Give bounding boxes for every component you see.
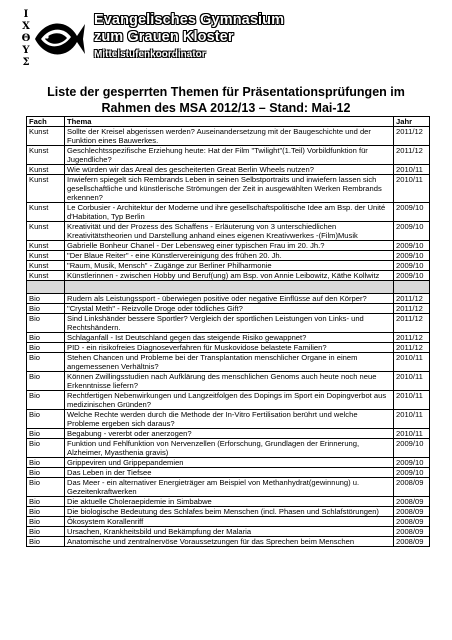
logo-letter: Χ: [22, 21, 30, 32]
table-row: [27, 241, 430, 251]
thema-cell: Rechtfertigen Nebenwirkungen und Langzeitfolgen des Dopings im Sport ein Dopingverbot aus medizinischen Gründen?: [65, 391, 394, 410]
column-header-fach: Fach: [27, 117, 65, 127]
thema-cell: Kreativität und der Prozess des Schaffens - Erläuterung von 3 unterschiedlichen Kreativitätstheorien und Darstellung anhand eines eigenen Kreativwerkes -(Film)Musik: [65, 222, 394, 241]
fach-cell: Bio: [27, 507, 65, 517]
thema-cell: "Crystal Meth" - Reizvolle Droge oder tödliches Gift?: [65, 304, 394, 314]
separator-cell: [27, 281, 65, 294]
school-name-line2: zum Grauen Kloster: [94, 29, 234, 45]
jahr-cell: 2009/10: [394, 439, 430, 458]
jahr-cell: 2010/11: [394, 410, 430, 429]
table-row: [27, 410, 430, 429]
jahr-cell: 2010/11: [394, 391, 430, 410]
table-row: [27, 333, 430, 343]
jahr-cell: 2011/12: [394, 127, 430, 146]
thema-cell: Grippeviren und Grippepandemien: [65, 458, 394, 468]
jahr-cell: 2009/10: [394, 468, 430, 478]
logo-letter: Υ: [22, 45, 30, 56]
thema-cell: Das Meer - ein alternativer Energieträger am Beispiel von Methanhydrat(gewinnung) u. Gezeitenkraftwerken: [65, 478, 394, 497]
table-body: [27, 127, 430, 547]
jahr-cell: 2010/11: [394, 429, 430, 439]
fach-cell: Bio: [27, 439, 65, 458]
thema-cell: Wie würden wir das Areal des gescheiterten Great Berlin Wheels nutzen?: [65, 165, 394, 175]
column-header-thema: Thema: [65, 117, 394, 127]
thema-cell: Künstlerinnen - zwischen Hobby und Beruf(ung) am Bsp. von Annie Leibowitz, Käthe Kollwitz: [65, 271, 394, 281]
table-separator-row: [27, 281, 430, 294]
ichthys-letters: [20, 10, 32, 68]
topics-table: [26, 116, 430, 547]
thema-cell: Ökosystem Korallenriff: [65, 517, 394, 527]
jahr-cell: 2008/09: [394, 527, 430, 537]
thema-cell: "Der Blaue Reiter" - eine Künstlervereinigung des frühen 20. Jh.: [65, 251, 394, 261]
document-title: [0, 84, 452, 116]
fach-cell: Bio: [27, 333, 65, 343]
jahr-cell: 2010/11: [394, 165, 430, 175]
thema-cell: Rudern als Leistungssport - überwiegen positive oder negative Einflüsse auf den Körper?: [65, 294, 394, 304]
fach-cell: Bio: [27, 468, 65, 478]
logo-letter: Σ: [22, 57, 30, 68]
fach-cell: Bio: [27, 314, 65, 333]
table-row: [27, 429, 430, 439]
table-row: [27, 222, 430, 241]
jahr-cell: 2009/10: [394, 203, 430, 222]
table-row: [27, 353, 430, 372]
separator-cell: [394, 281, 430, 294]
thema-cell: Begabung - vererbt oder anerzogen?: [65, 429, 394, 439]
title-line1: Liste der gesperrten Themen für Präsentationsprüfungen im: [47, 85, 405, 99]
fach-cell: Bio: [27, 391, 65, 410]
thema-cell: Le Corbusier - Architektur der Moderne und ihre gesellschaftspolitische Idee am Bsp. der Unité d'Habitation, Typ Berlin: [65, 203, 394, 222]
table-row: [27, 372, 430, 391]
thema-cell: Geschlechtsspezifische Erziehung heute: Hat der Film "Twilight"(1.Teil) Vorbildfunktion für Jugendliche?: [65, 146, 394, 165]
jahr-cell: 2009/10: [394, 458, 430, 468]
fach-cell: Kunst: [27, 222, 65, 241]
jahr-cell: 2011/12: [394, 333, 430, 343]
table-row: [27, 497, 430, 507]
jahr-cell: 2010/11: [394, 372, 430, 391]
table-row: [27, 343, 430, 353]
table-row: [27, 175, 430, 203]
table-row: [27, 203, 430, 222]
fach-cell: Kunst: [27, 251, 65, 261]
jahr-cell: 2009/10: [394, 261, 430, 271]
jahr-cell: 2008/09: [394, 497, 430, 507]
jahr-cell: 2008/09: [394, 507, 430, 517]
fach-cell: Kunst: [27, 165, 65, 175]
fach-cell: Bio: [27, 294, 65, 304]
table-row: [27, 261, 430, 271]
fach-cell: Bio: [27, 527, 65, 537]
jahr-cell: 2011/12: [394, 146, 430, 165]
thema-cell: Sind Linkshänder bessere Sportler? Vergleich der sportlichen Leistungen von Links- und Rechtshändern.: [65, 314, 394, 333]
thema-cell: "Raum, Musik, Mensch" - Zugänge zur Berliner Philharmonie: [65, 261, 394, 271]
thema-cell: Funktion und Fehlfunktion von Nervenzellen (Erforschung, Grundlagen der Erinnerung, Alzheimer, Myasthenia gravis): [65, 439, 394, 458]
fach-cell: Bio: [27, 372, 65, 391]
separator-cell: [65, 281, 394, 294]
fach-cell: Bio: [27, 410, 65, 429]
logo-letter: Ι: [23, 9, 29, 20]
table-header-row: [27, 117, 430, 127]
table-row: [27, 527, 430, 537]
thema-cell: Die biologische Bedeutung des Schlafes beim Menschen (incl. Phasen und Schlafstörungen): [65, 507, 394, 517]
table-row: [27, 146, 430, 165]
fach-cell: Kunst: [27, 175, 65, 203]
fish-icon: [33, 16, 87, 62]
fach-cell: Bio: [27, 458, 65, 468]
table-row: [27, 517, 430, 527]
table-row: [27, 165, 430, 175]
table-row: [27, 314, 430, 333]
thema-cell: Sollte der Kreisel abgerissen werden? Auseinandersetzung mit der Baugeschichte und der Funktion eines Bauwerkes.: [65, 127, 394, 146]
table-row: [27, 439, 430, 458]
school-name: [94, 12, 284, 61]
jahr-cell: 2011/12: [394, 294, 430, 304]
table-row: [27, 478, 430, 497]
fach-cell: Kunst: [27, 271, 65, 281]
thema-cell: Schlaganfall - Ist Deutschland gegen das steigende Risiko gewappnet?: [65, 333, 394, 343]
fach-cell: Kunst: [27, 127, 65, 146]
thema-cell: Gabrielle Bonheur Chanel - Der Lebensweg einer typischen Frau im 20. Jh.?: [65, 241, 394, 251]
thema-cell: Ursachen, Krankheitsbild und Bekämpfung der Malaria: [65, 527, 394, 537]
jahr-cell: 2010/11: [394, 175, 430, 203]
jahr-cell: 2010/11: [394, 353, 430, 372]
table-row: [27, 294, 430, 304]
table-row: [27, 127, 430, 146]
thema-cell: Stehen Chancen und Probleme bei der Transplantation menschlicher Organe in einem angemessenen Verhältnis?: [65, 353, 394, 372]
jahr-cell: 2008/09: [394, 537, 430, 547]
fach-cell: Bio: [27, 343, 65, 353]
fach-cell: Kunst: [27, 241, 65, 251]
column-header-jahr: Jahr: [394, 117, 430, 127]
fach-cell: Bio: [27, 497, 65, 507]
jahr-cell: 2009/10: [394, 222, 430, 241]
logo-letter: Θ: [21, 33, 31, 44]
jahr-cell: 2009/10: [394, 241, 430, 251]
fach-cell: Bio: [27, 304, 65, 314]
jahr-cell: 2011/12: [394, 314, 430, 333]
table-row: [27, 391, 430, 410]
fach-cell: Kunst: [27, 146, 65, 165]
title-line2: Rahmen des MSA 2012/13 – Stand: Mai-12: [101, 101, 351, 115]
fach-cell: Bio: [27, 478, 65, 497]
jahr-cell: 2011/12: [394, 304, 430, 314]
table-row: [27, 251, 430, 261]
jahr-cell: 2008/09: [394, 517, 430, 527]
table-row: [27, 458, 430, 468]
fach-cell: Bio: [27, 517, 65, 527]
fach-cell: Bio: [27, 429, 65, 439]
jahr-cell: 2009/10: [394, 271, 430, 281]
page-header: [0, 0, 452, 80]
thema-cell: Die aktuelle Choleraepidemie in Simbabwe: [65, 497, 394, 507]
fach-cell: Kunst: [27, 261, 65, 271]
jahr-cell: 2008/09: [394, 478, 430, 497]
coordinator-role: Mittelstufenkoordinator: [94, 49, 206, 60]
table-row: [27, 507, 430, 517]
school-name-line1: Evangelisches Gymnasium: [94, 12, 285, 28]
thema-cell: Können Zwillingsstudien nach Aufklärung des menschlichen Genoms auch heute noch neue Erkenntnisse liefern?: [65, 372, 394, 391]
table-row: [27, 271, 430, 281]
fach-cell: Bio: [27, 537, 65, 547]
school-logo: [20, 10, 88, 68]
table-row: [27, 537, 430, 547]
table-row: [27, 304, 430, 314]
table-row: [27, 468, 430, 478]
thema-cell: Anatomische und zentralnervöse Voraussetzungen für das Sprechen beim Menschen: [65, 537, 394, 547]
jahr-cell: 2011/12: [394, 343, 430, 353]
fach-cell: Kunst: [27, 203, 65, 222]
thema-cell: Inwiefern spiegelt sich Rembrands Leben in seinen Selbstportraits und inwiefern lassen sich gesellschaftliche und künstlerische Strömungen der Zeit in ausgewählten Werken Rembrands erkennen?: [65, 175, 394, 203]
thema-cell: Welche Rechte werden durch die Methode der In-Vitro Fertilisation berührt und welche Probleme ergeben sich daraus?: [65, 410, 394, 429]
fach-cell: Bio: [27, 353, 65, 372]
thema-cell: Das Leben in der Tiefsee: [65, 468, 394, 478]
thema-cell: PID - ein risikofreies Diagnoseverfahren für Muskovidose belastete Familien?: [65, 343, 394, 353]
jahr-cell: 2009/10: [394, 251, 430, 261]
